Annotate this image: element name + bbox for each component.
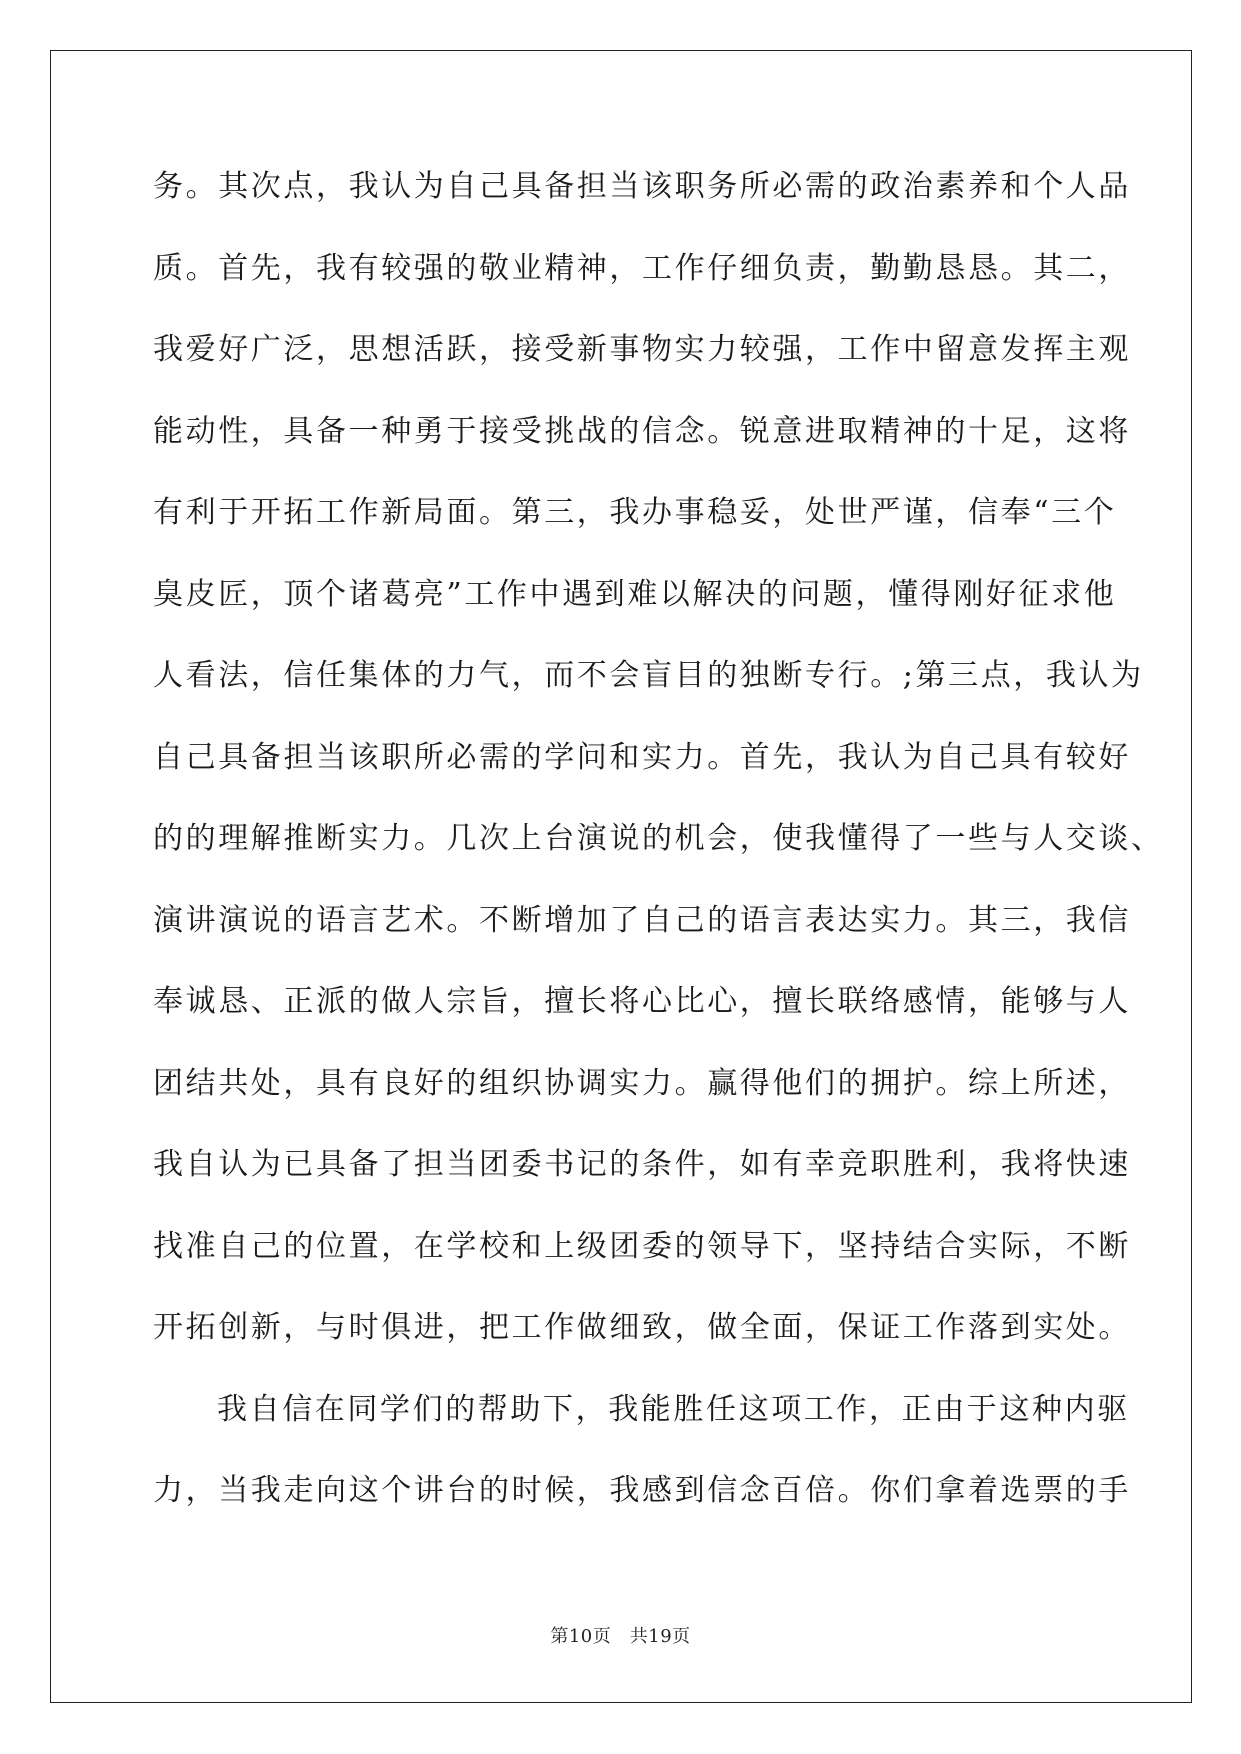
text-line: 臭皮匠，顶个诸葛亮”工作中遇到难以解决的问题，懂得刚好征求他 bbox=[153, 576, 1117, 612]
text-line: 人看法，信任集体的力气，而不会盲目的独断专行。;第三点，我认为 bbox=[153, 658, 1144, 693]
paragraph-first-line: 我自信在同学们的帮助下，我能胜任这项工作，正由于这种内驱 bbox=[217, 1391, 1130, 1427]
text-line: 奉诚恳、正派的做人宗旨，擅长将心比心，擅长联络感情，能够与人 bbox=[153, 984, 1131, 1019]
text-line: 我爱好广泛，思想活跃，接受新事物实力较强，工作中留意发挥主观 bbox=[153, 332, 1131, 367]
page-number-footer: 第10页 共19页 bbox=[550, 1626, 691, 1647]
text-line: 力，当我走向这个讲台的时候，我感到信念百倍。你们拿着选票的手 bbox=[153, 1473, 1131, 1508]
text-line: 团结共处，具有良好的组织协调实力。赢得他们的拥护。综上所述， bbox=[153, 1065, 1131, 1101]
text-line: 开拓创新，与时俱进，把工作做细致，做全面，保证工作落到实处。 bbox=[153, 1310, 1131, 1345]
text-line: 能动性，具备一种勇于接受挑战的信念。锐意进取精神的十足，这将 bbox=[153, 413, 1131, 449]
text-line: 我自认为已具备了担当团委书记的条件，如有幸竞职胜利，我将快速 bbox=[153, 1147, 1131, 1182]
text-line: 务。其次点，我认为自己具备担当该职务所必需的政治素养和个人品 bbox=[153, 169, 1131, 204]
document-body bbox=[153, 158, 1164, 1544]
text-line: 的的理解推断实力。几次上台演说的机会，使我懂得了一些与人交谈、 bbox=[153, 821, 1164, 856]
text-line: 有利于开拓工作新局面。第三，我办事稳妥，处世严谨，信奉“三个 bbox=[153, 495, 1117, 530]
text-line: 自己具备担当该职所必需的学问和实力。首先，我认为自己具有较好 bbox=[153, 739, 1131, 775]
text-line: 质。首先，我有较强的敬业精神，工作仔细负责，勤勤恳恳。其二， bbox=[153, 250, 1131, 286]
text-line: 找准自己的位置，在学校和上级团委的领导下，坚持结合实际，不断 bbox=[153, 1228, 1131, 1264]
text-line: 演讲演说的语言艺术。不断增加了自己的语言表达实力。其三，我信 bbox=[153, 902, 1131, 938]
